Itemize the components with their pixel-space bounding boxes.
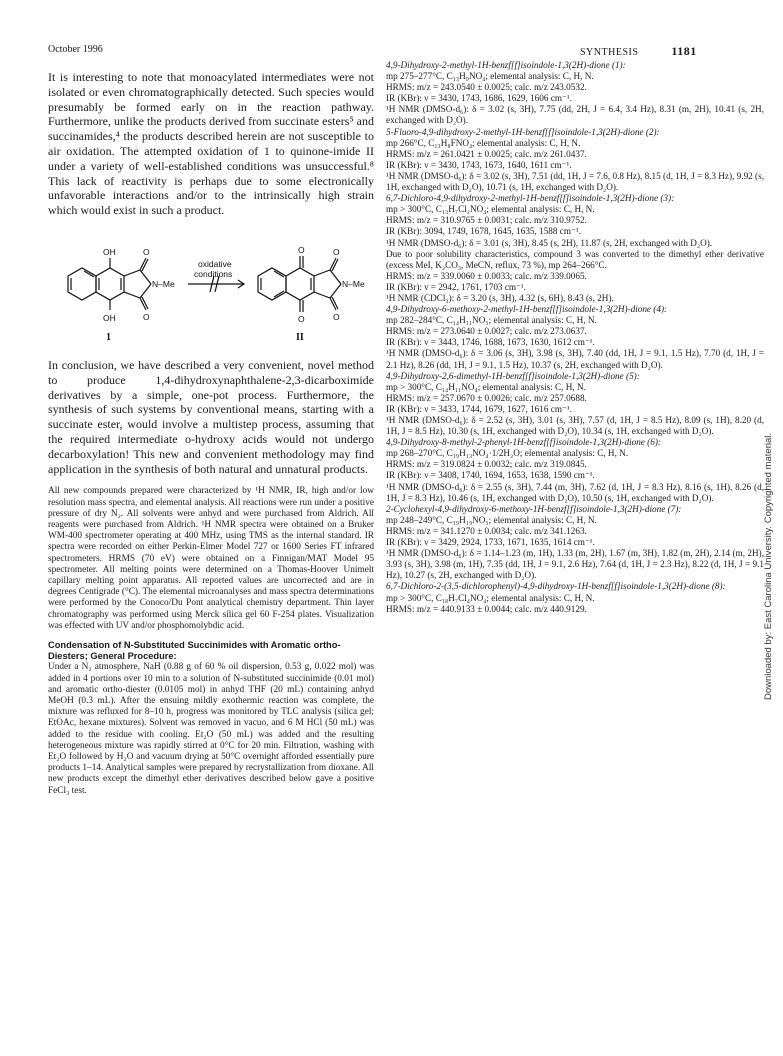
data-line: mp 268–270°C, C₁₉H₁₃NO₄·1/2H₂O; elemental analysis: C, H, N.	[386, 448, 629, 459]
data-line: IR (KBr): ν = 3430, 1743, 1686, 1629, 1606 cm⁻¹.	[386, 93, 572, 104]
data-line: mp > 300°C, C₁₄H₁₁NO₄; elemental analysis: C, H, N.	[386, 381, 586, 392]
data-line: HRMS: m/z = 341.1270 ± 0.0034; calc. m/z 341.1263.	[386, 525, 587, 536]
right-column	[386, 60, 764, 615]
data-line: ¹H NMR (DMSO-d₆): δ = 1.14–1.23 (m, 1H), 1.33 (m, 2H), 1.67 (m, 3H), 1.82 (m, 2H), 2.14 (m, 2H), 3.93 (s, 3H), 3.98 (m, 1H), 7.35 (dd, 1H, J = 9.1, 2.6 Hz), 7.64 (d, 1H, J = 2.3 Hz), 8.22 (d, 1H, J = 9.1 Hz), 10.27 (s, 2H, exchanged with D₂O).	[386, 548, 764, 581]
data-line: IR (KBr): ν = 3443, 1746, 1688, 1673, 1630, 1612 cm⁻¹.	[386, 337, 595, 348]
data-line: IR (KBr): ν = 2942, 1761, 1703 cm⁻¹.	[386, 281, 526, 292]
data-line: ¹H NMR (DMSO-d₆): δ = 3.02 (s, 3H), 7.51 (dd, 1H, J = 7.6, 0.8 Hz), 8.15 (d, 1H, J = 8.3 Hz), 9.92 (s, 1H, exchanged with D₂O), 10.71 (s, 1H, exchanged with D₂O).	[386, 170, 764, 193]
n-me-label-2: N–Me	[342, 278, 365, 289]
procedure-paragraph: Under a N₂ atmosphere, NaH (0.88 g of 60 % oil dispersion, 0.53 g, 0.022 mol) was added in 4 portions over 10 min to a solution of N-substituted succinimide (0.01 mol) and aromatic ortho-diester (0.0105 mol) in anhyd THF (20 mL) containing anhyd MeOH (0.3 mL). After the ensuing mildly exothermic reaction was complete, the mixture was refluxed for 8–10 h, progress was monitored by TLC analysis (silica gel; EtOAc, hexane mixtures). Solvent was removed in vacuo, and 6 M HCl (50 mL) was added to the residue with cooling. Et₂O (50 mL) was added and the resulting heterogeneous mixture was rapidly stirred at 0°C for 20 min. Filtration, washing with Et₂O followed by H₂O and vacuum drying at 50°C overnight afforded essentially pure products 1–14. Analytical samples were prepared by recrystallization from dioxane. All new products except the dimethyl ether derivatives described below gave a positive FeCl₃ test.	[48, 662, 374, 796]
page-number: 1181	[671, 44, 697, 58]
data-line: Due to poor solubility characteristics, compound 3 was converted to the dimethyl ether derivative (excess MeI, K₂CO₃, MeCN, reflux, 73 %), mp 264–266°C.	[386, 248, 764, 270]
compound-title: 6,7-Dichloro-4,9-dihydroxy-2-methyl-1H-benzf[f]isoindole-1,3(2H)-dione (3):	[386, 193, 675, 204]
compound-title: 4,9-Dihydroxy-2,6-dimethyl-1H-benzf[f]isoindole-1,3(2H)-dione (5):	[386, 370, 640, 381]
oh-bottom-label: OH	[103, 312, 116, 323]
data-line: mp 266°C, C₁₃H₈FNO₄; elemental analysis: C, H, N.	[386, 137, 581, 148]
reagent-line-2: conditions	[194, 268, 233, 279]
benzene-ring-2	[258, 268, 286, 300]
o-top-label-2: O	[333, 246, 340, 257]
data-line: IR (KBr): 3094, 1749, 1678, 1645, 1635, 1588 cm⁻¹.	[386, 226, 581, 237]
quinone-ring	[286, 268, 314, 300]
data-line: ¹H NMR (DMSO-d₆): δ = 2.52 (s, 3H), 3.01 (s, 3H), 7.57 (d, 1H, J = 8.5 Hz), 8.09 (s, 1H), 8.20 (d, 1H, J = 8.5 Hz), 10.30 (s, 1H, exchanged with D₂O), 10.34 (s, 1H, exchanged with D₂O).	[386, 415, 764, 437]
data-line: HRMS: m/z = 261.0421 ± 0.0025; calc. m/z 261.0437.	[386, 148, 587, 159]
data-line: HRMS: m/z = 319.0824 ± 0.0032; calc. m/z 319.0845.	[386, 459, 587, 470]
compound-II-label: II	[296, 331, 304, 343]
data-line: IR (KBr): ν = 3429, 2924, 1733, 1671, 1635, 1614 cm⁻¹.	[386, 537, 595, 548]
compound-title: 4,9-Dihydroxy-6-methoxy-2-methyl-1H-benzf[f]isoindole-1,3(2H)-dione (4):	[386, 304, 668, 315]
scheme-drawing	[48, 224, 374, 344]
data-line: mp 248–249°C, C₁₉H₁₉NO₅; elemental analysis: C, H, N.	[386, 514, 597, 525]
experimental-paragraph: All new compounds prepared were characterized by ¹H NMR, IR, high and/or low resolution mass spectra, and elemental analysis. All reactions were run under a positive pressure of dry N₂. All solvents were anhyd and were purchased from Aldrich. All reagents were purchased from Aldrich. ¹H NMR spectra were obtained on a Bruker WM-400 spectrometer operating at 400 MHz, using TMS as the internal standard. IR spectra were recorded on either Perkin-Elmer Model 727 or 1600 Series FT infrared spectrometers. HRMS (70 eV) were obtained on a Finnigan/MAT Model 95 spectrometer. All melting points were determined on a Thomas-Hoover Unimelt capillary melting point apparatus. All reported values are uncorrected and are in degrees Centigrade (°C). The elemental microanalyses and mass spectra determinations were performed by the Conoco/Du Pont analytical chemistry department. Thin layer chromatography was performed using Merck silica gel 60 F-254 plates. Visualization was effected with UV and/or phosphomolybdic acid.	[48, 486, 374, 631]
data-line: mp 282–284°C, C₁₄H₁₁NO₅; elemental analysis: C, H, N.	[386, 315, 597, 326]
o-bottom-label-1: O	[143, 311, 150, 322]
compound-title: 2-Cyclohexyl-4,9-dihydroxy-6-methoxy-1H-benzf[f]isoindole-1,3(2H)-dione (7):	[386, 503, 682, 514]
conclusion-paragraph: In conclusion, we have described a very convenient, novel method to produce 1,4-dihydroxynaphthalene-2,3-dicarboximide derivatives by a simple, one-pot process. Furthermore, the synthesis of such systems by conventional means, starting with a succinate ester, would involve a multistep process, assuming that the required intermediate o-hydroxy acids would not undergo decarboxylation! This new and convenient methodology may find application in the synthesis of both natural and unnatural products.	[48, 357, 374, 476]
intro-paragraph: It is interesting to note that monoacylated intermediates were not isolated or even chromatographically detected. Such species would presumably be formed early on in the reaction pathway. Furthermore, unlike the products derived from succinate esters⁵ and succinamides,⁴ the products described herein are not susceptible to air oxidation. The attempted oxidation of 1 to quinone-imide II under a variety of well-established conditions was unsuccessful.⁸ This lack of reactivity is perhaps due to some electronically unfavorable interactions and/or to the intrinsically high strain which would exist in such a product.	[48, 70, 374, 218]
procedure-heading: Condensation of N-Substituted Succinimides with Aromatic ortho-Diesters; General Procedure:	[48, 639, 341, 662]
data-line: ¹H NMR (CDCl₃): δ = 3.20 (s, 3H), 4.32 (s, 6H), 8.43 (s, 2H).	[386, 292, 614, 303]
data-line: HRMS: m/z = 243.0540 ± 0.0025; calc. m/z 243.0532.	[386, 82, 587, 93]
left-column	[48, 70, 374, 797]
compound-title: 4,9-Dihydroxy-2-methyl-1H-benzf[f]isoindole-1,3(2H)-dione (1):	[386, 60, 626, 70]
data-line: ¹H NMR (DMSO-d₆): δ = 3.02 (s, 3H), 7.75 (dd, 2H, J = 6.4, 3.4 Hz), 8.31 (m, 2H), 10.41 (s, 2H, exchanged with D₂O).	[386, 104, 764, 126]
journal-name: SYNTHESIS	[580, 47, 639, 58]
benzene-ring-1a	[68, 268, 96, 300]
o-quinone-top: O	[298, 244, 305, 255]
oh-top-label: OH	[103, 246, 116, 257]
data-line: HRMS: m/z = 440.9133 ± 0.0044; calc. m/z 440.9129.	[386, 603, 587, 614]
data-line: mp > 300°C, C₁₈H₇Cl₄NO₄; elemental analysis: C, H, N.	[386, 592, 595, 603]
download-notice-text: Downloaded by: East Carolina University. Copyrighted material.	[763, 432, 774, 700]
data-line: HRMS: m/z = 273.0640 ± 0.0027; calc. m/z 273.0637.	[386, 326, 587, 337]
n-me-label-1: N–Me	[152, 278, 175, 289]
benzene-ring-1b	[96, 268, 124, 300]
data-line: IR (KBr): ν = 3433, 1744, 1679, 1627, 1616 cm⁻¹.	[386, 403, 572, 414]
data-line: HRMS: m/z = 339.0060 ± 0.0033; calc. m/z 339.0065.	[386, 270, 587, 281]
data-line: ¹H NMR (DMSO-d₆): δ = 2.55 (s, 3H), 7.44 (m, 3H), 7.62 (d, 1H, J = 8.3 Hz), 8.16 (s, 1H), 8.26 (d, 1H, J = 8.3 Hz), 10.46 (s, 1H, exchanged with D₂O), 10.50 (s, 1H, exchanged with D₂O).	[386, 481, 764, 503]
compound-title: 6,7-Dichloro-2-(3,5-dichlorophenyl)-4,9-dihydroxy-1H-benzf[f]isoindole-1,3(2H)-dione (8):	[386, 581, 726, 592]
header-date: October 1996	[48, 44, 103, 55]
data-line: ¹H NMR (DMSO-d₆): δ = 3.01 (s, 3H), 8.45 (s, 2H), 11.87 (s, 2H, exchanged with D₂O).	[386, 237, 713, 248]
o-quinone-bottom: O	[298, 313, 305, 324]
o-bottom-label-2: O	[333, 311, 340, 322]
compound-1-label: 1	[106, 331, 111, 343]
download-notice	[752, 300, 774, 700]
data-line: mp > 300°C, C₁₃H₇Cl₂NO₄; elemental analysis: C, H, N.	[386, 204, 595, 215]
reaction-scheme	[48, 224, 374, 344]
data-line: mp 275–277°C, C₁₃H₉NO₄; elemental analysis: C, H, N.	[386, 71, 594, 82]
o-top-label-1: O	[143, 246, 150, 257]
data-line: IR (KBr): ν = 3430, 1743, 1673, 1640, 1611 cm⁻¹.	[386, 159, 572, 170]
header-journal	[580, 44, 697, 59]
compound-title: 5-Fluoro-4,9-dihydroxy-2-methyl-1H-benzf[f]isoindole-1,3(2H)-dione (2):	[386, 126, 660, 137]
reagent-line-1: oxidative	[198, 258, 232, 269]
data-line: IR (KBr): ν = 3408, 1740, 1694, 1653, 1638, 1590 cm⁻¹.	[386, 470, 595, 481]
compound-title: 4,9-Dihydroxy-8-methyl-2-phenyl-1H-benzf[f]isoindole-1,3(2H)-dione (6):	[386, 437, 661, 448]
data-line: ¹H NMR (DMSO-d₆): δ = 3.06 (s, 3H), 3.98 (s, 3H), 7.40 (dd, 1H, J = 9.1, 1.5 Hz), 7.70 (d, 1H, J = 2.1 Hz), 8.26 (dd, 1H, J = 9.1, 1.5 Hz), 10.37 (s, 2H, exchanged with D₂O).	[386, 348, 764, 370]
data-line: HRMS: m/z = 310.9765 ± 0.0031; calc. m/z 310.9752.	[386, 215, 587, 226]
data-line: HRMS: m/z = 257.0670 ± 0.0026; calc. m/z 257.0688.	[386, 392, 587, 403]
